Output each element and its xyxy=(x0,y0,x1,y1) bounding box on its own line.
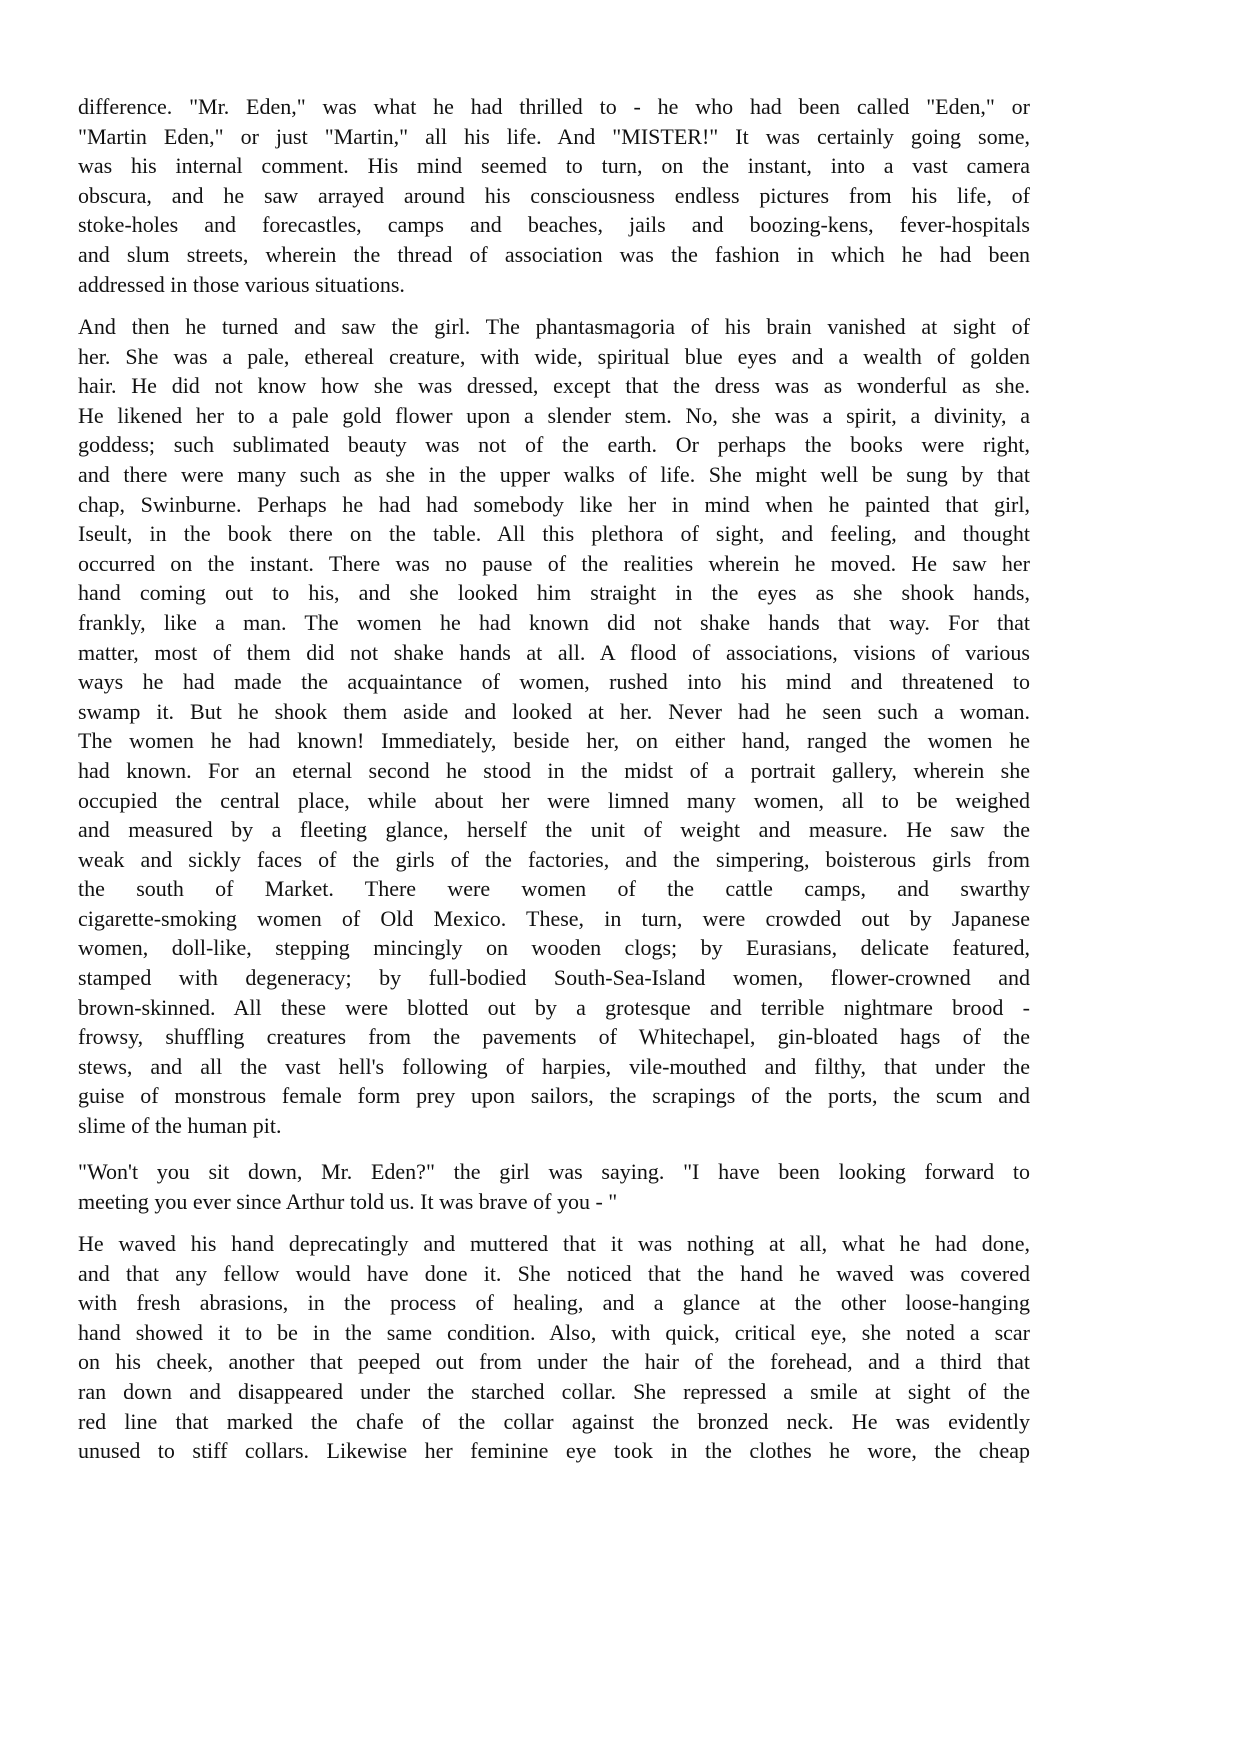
text-line: "Martin Eden," or just "Martin," all his life. And "MISTER!" It was certainly going some, xyxy=(78,123,1030,149)
text-line: stoke-holes and forecastles, camps and beaches, jails and boozing-kens, fever-hospitals xyxy=(78,212,1030,238)
paragraph xyxy=(78,1229,1030,1466)
text-line: Iseult, in the book there on the table. All this plethora of sight, and feeling, and thought xyxy=(78,521,1030,547)
text-line: her. She was a pale, ethereal creature, with wide, spiritual blue eyes and a wealth of golden xyxy=(78,343,1030,369)
text-line: matter, most of them did not shake hands at all. A flood of associations, visions of various xyxy=(78,639,1030,665)
text-line: obscura, and he saw arrayed around his consciousness endless pictures from his life, of xyxy=(78,182,1030,208)
text-line: hand coming out to his, and she looked him straight in the eyes as she shook hands, xyxy=(78,580,1030,606)
text-line: slime of the human pit. xyxy=(78,1113,282,1139)
text-line: brown-skinned. All these were blotted out by a grotesque and terrible nightmare brood - xyxy=(78,994,1030,1020)
text-line: occurred on the instant. There was no pause of the realities wherein he moved. He saw her xyxy=(78,550,1030,576)
text-line: meeting you ever since Arthur told us. It was brave of you - " xyxy=(78,1188,618,1214)
text-line: women, doll-like, stepping mincingly on wooden clogs; by Eurasians, delicate featured, xyxy=(78,935,1030,961)
text-line: stews, and all the vast hell's following of harpies, vile-mouthed and filthy, that under the xyxy=(78,1053,1030,1079)
text-line: He likened her to a pale gold flower upon a slender stem. No, she was a spirit, a divinity, a xyxy=(78,402,1030,428)
text-line: goddess; such sublimated beauty was not of the earth. Or perhaps the books were right, xyxy=(78,432,1030,458)
text-line: and that any fellow would have done it. She noticed that the hand he waved was covered xyxy=(78,1260,1030,1286)
text-line: And then he turned and saw the girl. The phantasmagoria of his brain vanished at sight of xyxy=(78,314,1030,339)
paragraph xyxy=(78,92,1030,299)
text-line: unused to stiff collars. Likewise her feminine eye took in the clothes he wore, the cheap xyxy=(78,1438,1030,1464)
text-line: stamped with degeneracy; by full-bodied South-Sea-Island women, flower-crowned and xyxy=(78,965,1030,991)
paragraph xyxy=(78,1157,1030,1216)
text-line: cigarette-smoking women of Old Mexico. These, in turn, were crowded out by Japanese xyxy=(78,905,1030,931)
text-line: hair. He did not know how she was dressed, except that the dress was as wonderful as she. xyxy=(78,373,1030,399)
text-line: was his internal comment. His mind seemed to turn, on the instant, into a vast camera xyxy=(78,153,1030,179)
text-line: frankly, like a man. The women he had known did not shake hands that way. For that xyxy=(78,609,1030,635)
text-line: swamp it. But he shook them aside and looked at her. Never had he seen such a woman. xyxy=(78,698,1030,724)
text-line: addressed in those various situations. xyxy=(78,271,405,297)
text-line: and slum streets, wherein the thread of association was the fashion in which he had been xyxy=(78,241,1030,267)
paragraph xyxy=(78,312,1030,1141)
text-line: ways he had made the acquaintance of women, rushed into his mind and threatened to xyxy=(78,669,1030,695)
text-line: and measured by a fleeting glance, herself the unit of weight and measure. He saw the xyxy=(78,817,1030,843)
text-line: weak and sickly faces of the girls of the factories, and the simpering, boisterous girls from xyxy=(78,846,1030,872)
text-line: chap, Swinburne. Perhaps he had had somebody like her in mind when he painted that girl, xyxy=(78,491,1030,517)
text-line: with fresh abrasions, in the process of healing, and a glance at the other loose-hanging xyxy=(78,1290,1030,1316)
text-line: occupied the central place, while about her were limned many women, all to be weighed xyxy=(78,787,1030,813)
text-line: He waved his hand deprecatingly and muttered that it was nothing at all, what he had done, xyxy=(78,1231,1030,1256)
text-line: guise of monstrous female form prey upon sailors, the scrapings of the ports, the scum and xyxy=(78,1083,1030,1109)
text-line: frowsy, shuffling creatures from the pavements of Whitechapel, gin-bloated hags of the xyxy=(78,1024,1030,1050)
text-line: on his cheek, another that peeped out from under the hair of the forehead, and a third that xyxy=(78,1349,1030,1375)
text-line: difference. "Mr. Eden," was what he had thrilled to - he who had been called "Eden," or xyxy=(78,94,1030,119)
text-line: red line that marked the chafe of the collar against the bronzed neck. He was evidently xyxy=(78,1408,1030,1434)
text-line: ran down and disappeared under the starched collar. She repressed a smile at sight of the xyxy=(78,1378,1030,1404)
text-line: had known. For an eternal second he stood in the midst of a portrait gallery, wherein she xyxy=(78,757,1030,783)
text-line: hand showed it to be in the same condition. Also, with quick, critical eye, she noted a scar xyxy=(78,1319,1030,1345)
text-line: "Won't you sit down, Mr. Eden?" the girl was saying. "I have been looking forward to xyxy=(78,1159,1030,1184)
text-line: and there were many such as she in the upper walks of life. She might well be sung by that xyxy=(78,461,1030,487)
text-line: the south of Market. There were women of the cattle camps, and swarthy xyxy=(78,876,1030,902)
text-line: The women he had known! Immediately, beside her, on either hand, ranged the women he xyxy=(78,728,1030,754)
